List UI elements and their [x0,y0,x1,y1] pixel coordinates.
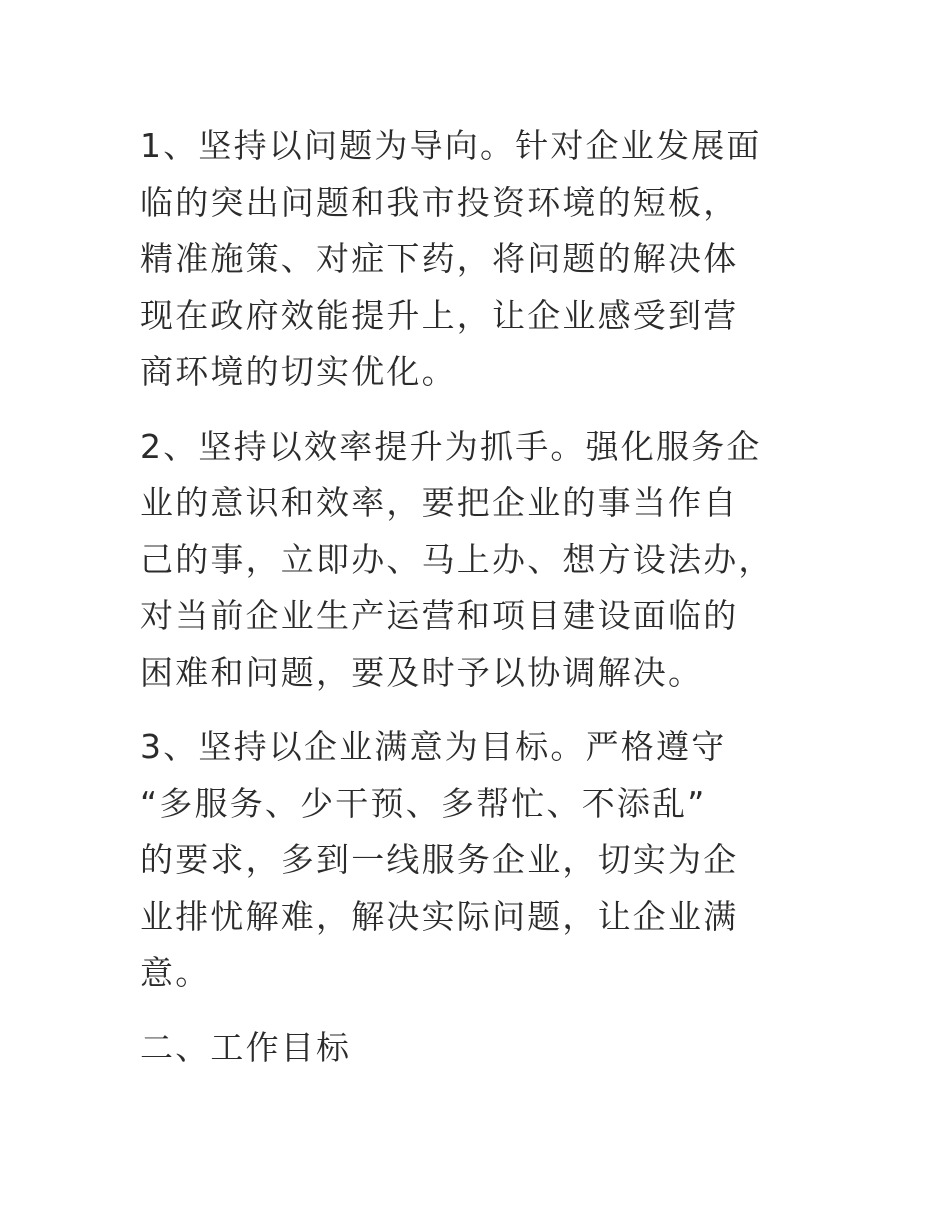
text-line: 精准施策、对症下药，将问题的解决体 [140,239,739,278]
text-line: 商环境的切实优化。 [140,352,457,391]
text-line: 业排忧解难，解决实际问题，让企业满 [140,896,739,936]
text-line: 困难和问题，要及时予以协调解决。 [140,652,704,692]
text-line: 对当前企业生产运营和项目建设面临的 [140,596,739,635]
text-line: 业的意识和效率，要把企业的事当作自 [140,483,739,522]
document-body [140,118,805,1076]
text-line: 2、坚持以效率提升为抓手。强化服务企 [140,426,762,466]
text-line: 1、坚持以问题为导向。针对企业发展面 [140,126,762,165]
text-line: 的要求，多到一线服务企业，切实为企 [140,840,739,879]
text-line: 现在政府效能提升上，让企业感受到营 [140,295,739,335]
paragraph-satisfaction [140,719,805,1002]
text-line: 己的事，立即办、马上办、想方设法办， [140,539,774,579]
section-heading: 二、工作目标 [140,1027,352,1067]
text-line: 3、坚持以企业满意为目标。严格遵守 [140,727,727,766]
text-line: 临的突出问题和我市投资环境的短板， [140,182,739,222]
paragraph-problem-oriented [140,118,805,401]
paragraph-efficiency [140,419,805,702]
text-line: 意。 [140,953,211,992]
text-line: “多服务、少干预、多帮忙、不添乱” [140,783,707,823]
